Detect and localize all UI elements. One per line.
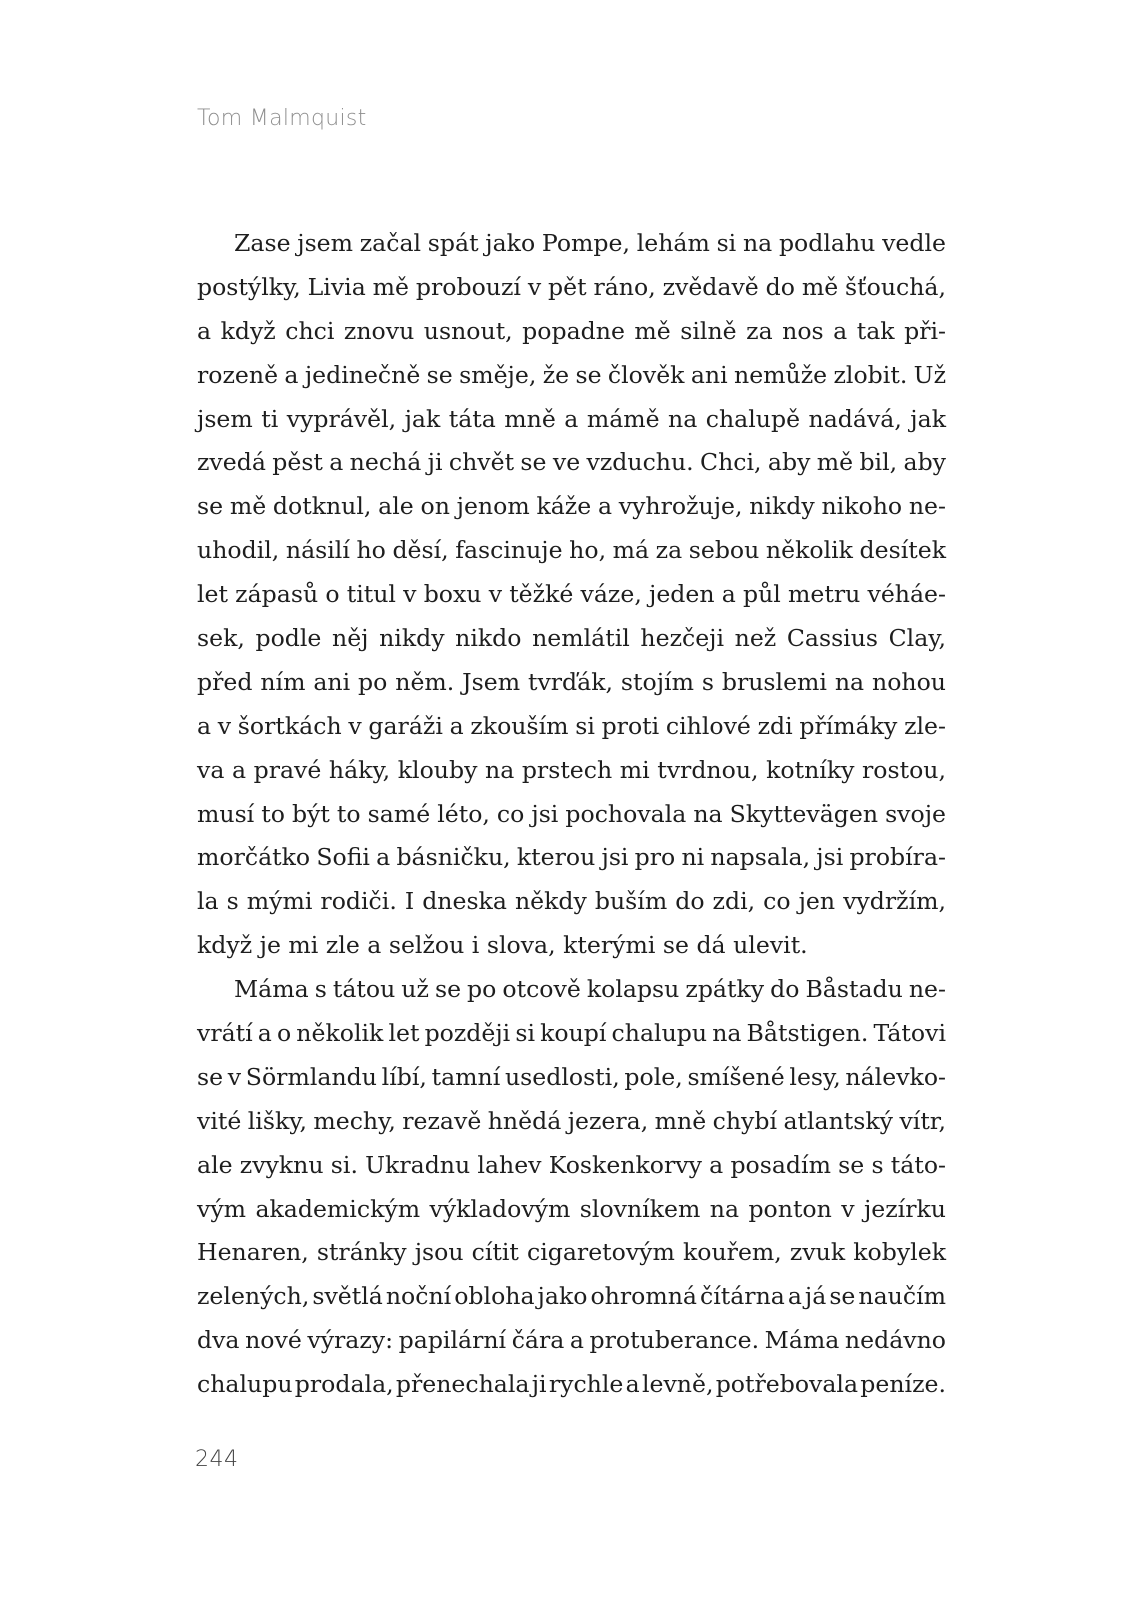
text-line: sek, podle něj nikdy nikdo nemlátil hezčeji než Cassius Clay,	[197, 624, 946, 653]
text-line: když je mi zle a selžou i slova, kterými se dá ulevit.	[197, 931, 808, 960]
text-line: se mě dotknul, ale on jenom káže a vyhrožuje, nikdy nikoho ne-	[197, 492, 946, 521]
text-line: la s mými rodiči. I dneska někdy buším do zdi, co jen vydržím,	[197, 887, 946, 916]
text-line: zelených, světlá noční obloha jako ohromná čítárna a já se naučím	[197, 1282, 946, 1311]
text-line: chalupu prodala, přenechala ji rychle a levně, potřebovala peníze.	[197, 1370, 946, 1399]
text-line: rozeně a jedinečně se směje, že se člověk ani nemůže zlobit. Už	[197, 360, 946, 389]
text-line: Zase jsem začal spát jako Pompe, lehám si na podlahu vedle	[234, 229, 946, 257]
text-line: va a pravé háky, klouby na prstech mi tvrdnou, kotníky rostou,	[197, 755, 946, 784]
text-line: se v Sörmlandu líbí, tamní usedlosti, pole, smíšené lesy, nálevko-	[197, 1062, 946, 1091]
text-line: dva nové výrazy: papilární čára a protuberance. Máma nedávno	[197, 1326, 946, 1355]
text-line: a když chci znovu usnout, popadne mě silně za nos a tak při-	[197, 316, 946, 345]
text-line: zvedá pěst a nechá ji chvět se ve vzduchu. Chci, aby mě bil, aby	[197, 448, 946, 477]
text-line: musí to být to samé léto, co jsi pochovala na Skyttevägen svoje	[197, 799, 946, 828]
text-line: vrátí a o několik let později si koupí chalupu na Båtstigen. Tátovi	[197, 1019, 946, 1048]
text-line: uhodil, násilí ho děsí, fascinuje ho, má za sebou několik desítek	[197, 536, 946, 565]
text-line: a v šortkách v garáži a zkouším si proti cihlové zdi přímáky zle-	[197, 711, 946, 740]
text-line: Máma s tátou už se po otcově kolapsu zpátky do Båstadu ne-	[234, 975, 946, 1004]
text-line: ale zvyknu si. Ukradnu lahev Koskenkorvy a posadím se s táto-	[197, 1150, 946, 1179]
running-head-author: Tom Malmquist	[197, 106, 367, 131]
text-line: vité lišky, mechy, rezavě hnědá jezera, mně chybí atlantský vítr,	[197, 1106, 946, 1135]
text-line: před ním ani po něm. Jsem tvrďák, stojím s bruslemi na nohou	[197, 667, 946, 696]
text-line: let zápasů o titul v boxu v těžké váze, jeden a půl metru véháe-	[197, 580, 946, 609]
text-line: jsem ti vyprávěl, jak táta mně a mámě na chalupě nadává, jak	[197, 404, 946, 433]
text-line: Henaren, stránky jsou cítit cigaretovým kouřem, zvuk kobylek	[197, 1238, 946, 1267]
text-line: morčátko Sofii a básničku, kterou jsi pro ni napsala, jsi probíra-	[197, 843, 946, 872]
body-text	[197, 222, 946, 1407]
page-number: 244	[195, 1447, 239, 1472]
text-line: postýlky, Livia mě probouzí v pět ráno, zvědavě do mě šťouchá,	[197, 272, 946, 301]
text-line: vým akademickým výkladovým slovníkem na ponton v jezírku	[197, 1194, 946, 1223]
